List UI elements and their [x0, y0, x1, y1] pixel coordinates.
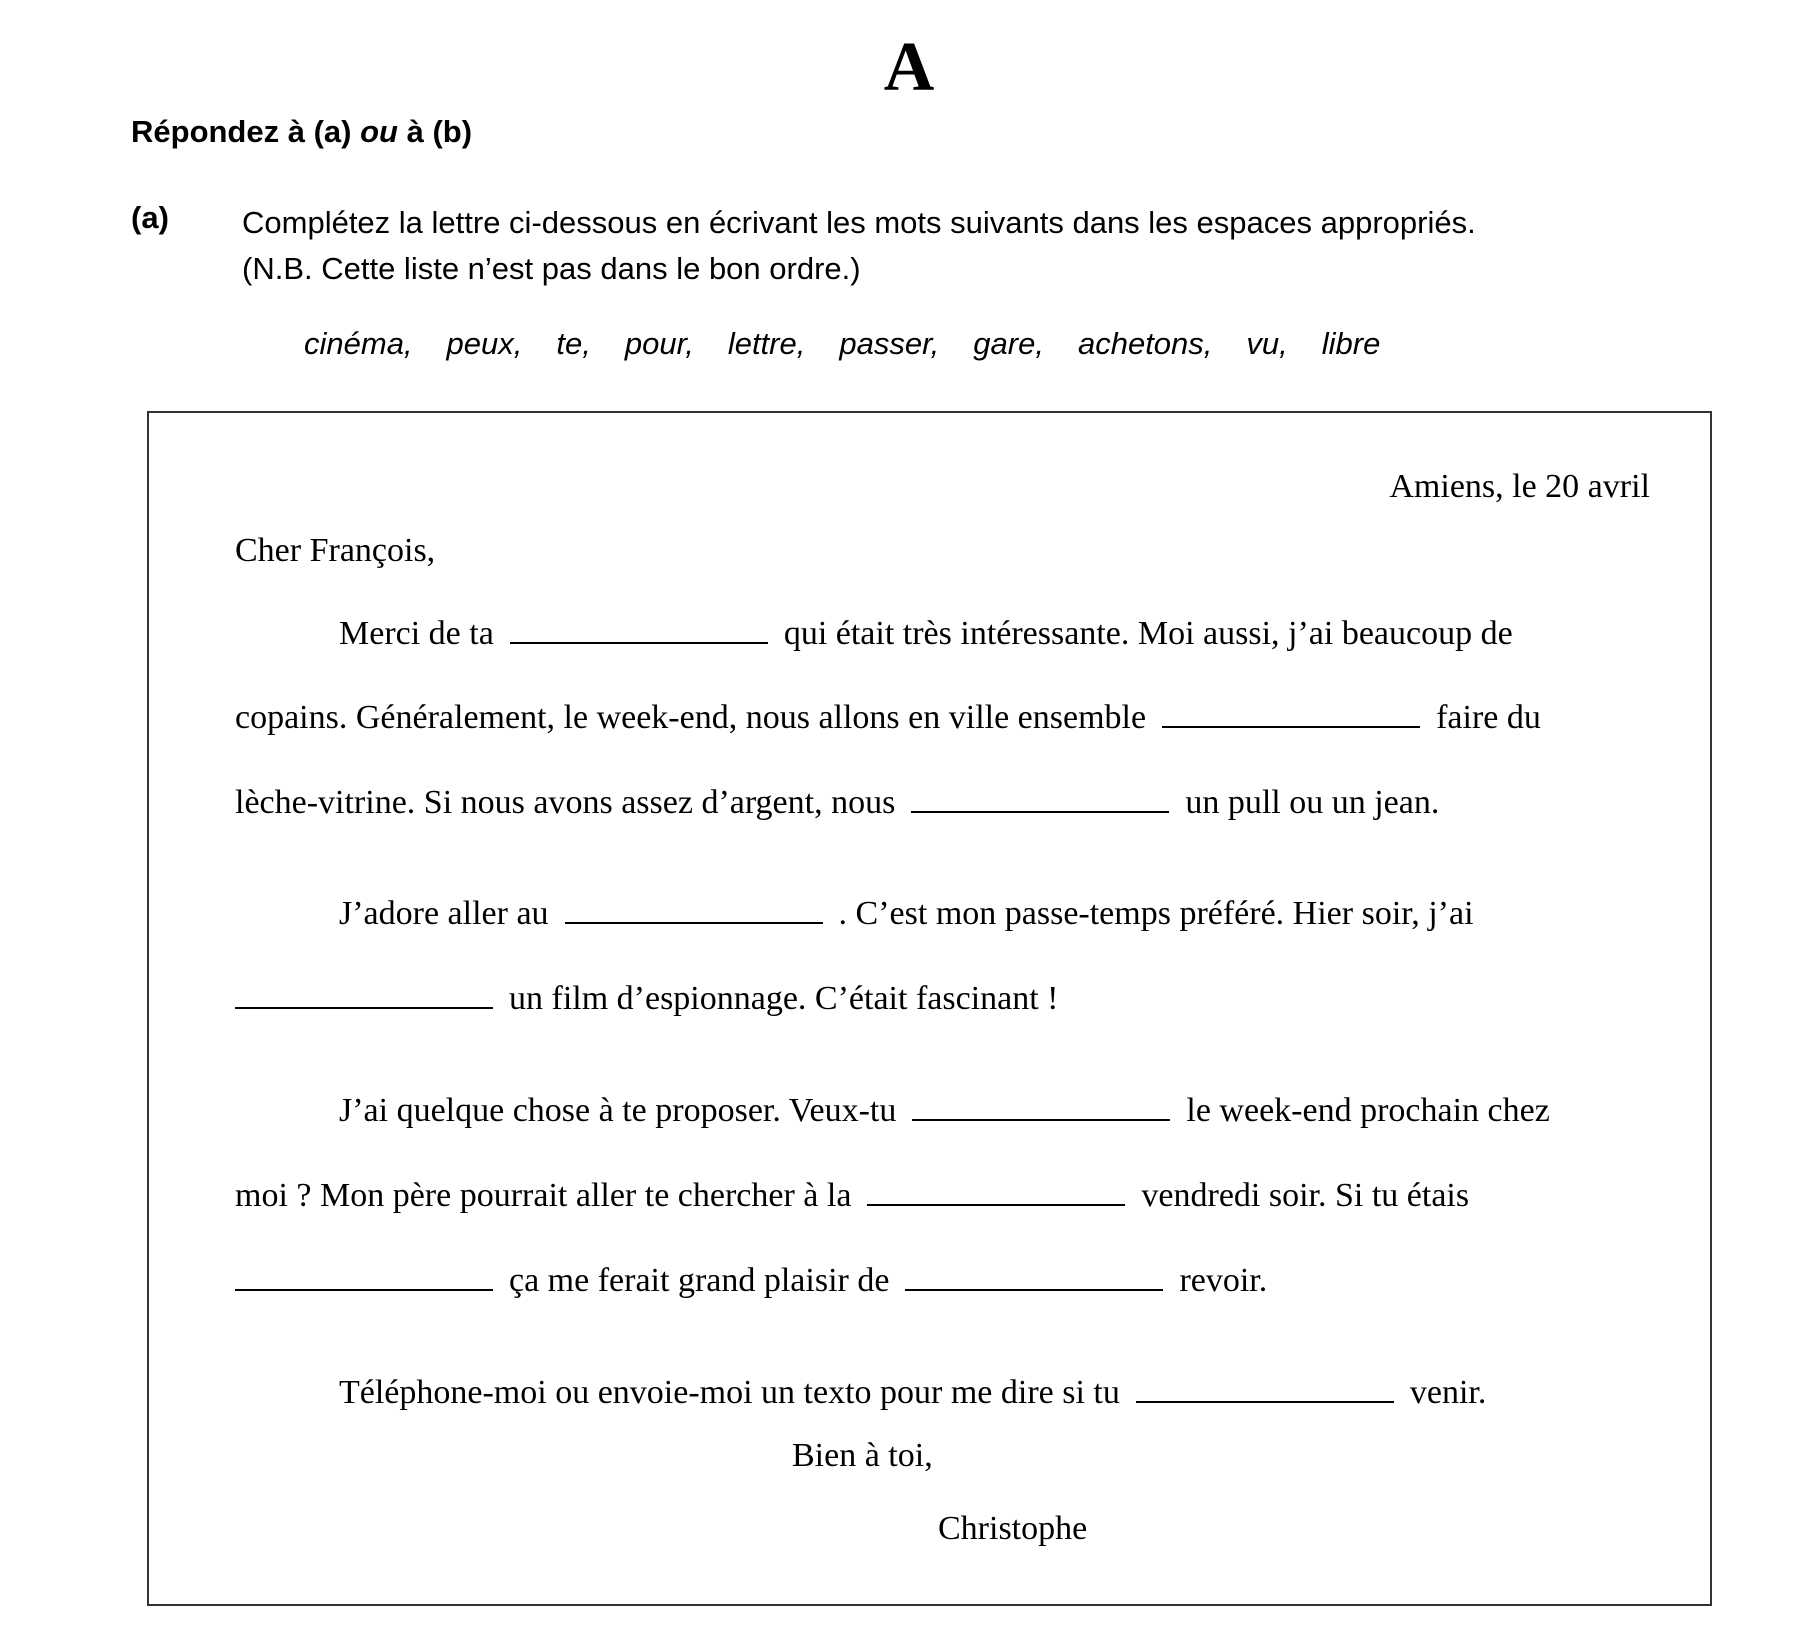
letter-line — [339, 1373, 1486, 1412]
word-bank-item: cinéma, — [304, 326, 413, 361]
word-bank-item: vu, — [1246, 326, 1288, 361]
blank-6[interactable] — [912, 1091, 1170, 1121]
word-bank-item: achetons, — [1077, 326, 1213, 361]
letter-text: un film d’espionnage. C’était fascinant ! — [509, 980, 1059, 1017]
letter-line — [235, 979, 1059, 1018]
letter-text: . C’est mon passe-temps préféré. Hier soir, j’ai — [838, 895, 1474, 932]
blank-10[interactable] — [1136, 1373, 1394, 1403]
section-title: A — [883, 29, 935, 106]
letter-text: vendredi soir. Si tu étais — [1141, 1177, 1470, 1214]
letter-text: Merci de ta — [339, 615, 494, 652]
blank-8[interactable] — [235, 1261, 493, 1291]
blank-9[interactable] — [905, 1261, 1163, 1291]
word-bank-item: pour, — [624, 326, 694, 361]
word-bank-item: passer, — [839, 326, 940, 361]
letter-closing: Bien à toi, — [792, 1437, 933, 1474]
letter-line — [339, 614, 1513, 653]
blank-5[interactable] — [235, 979, 493, 1009]
word-bank — [304, 326, 1414, 362]
letter-line — [339, 1091, 1550, 1130]
word-bank-item: te, — [556, 326, 591, 361]
letter-text: lèche-vitrine. Si nous avons assez d’argent, nous — [235, 784, 896, 821]
letter-line — [339, 894, 1474, 933]
letter-signature: Christophe — [938, 1510, 1088, 1547]
letter-date: Amiens, le 20 avril — [1389, 468, 1650, 505]
letter-text: qui était très intéressante. Moi aussi, j’ai beaucoup de — [783, 615, 1513, 652]
word-bank-item: libre — [1321, 326, 1381, 361]
letter-text: faire du — [1436, 699, 1541, 736]
letter-line — [235, 783, 1439, 822]
letter-line — [235, 698, 1541, 737]
letter-text: venir. — [1409, 1374, 1487, 1411]
instruction-prefix: Répondez à (a) — [131, 114, 352, 149]
letter-text: J’ai quelque chose à te proposer. Veux-tu — [339, 1092, 897, 1129]
letter-text: un pull ou un jean. — [1185, 784, 1440, 821]
letter-text: revoir. — [1179, 1262, 1268, 1299]
word-bank-item: lettre, — [727, 326, 806, 361]
letter-greeting: Cher François, — [235, 532, 436, 569]
letter-line — [235, 1261, 1267, 1300]
blank-7[interactable] — [867, 1176, 1125, 1206]
question-line-1: Complétez la lettre ci-dessous en écrivant les mots suivants dans les espaces appropriés. — [242, 205, 1476, 240]
word-bank-item: gare, — [973, 326, 1044, 361]
instruction — [131, 114, 472, 150]
letter-text: J’adore aller au — [339, 895, 549, 932]
blank-1[interactable] — [510, 614, 768, 644]
letter-text: le week-end prochain chez — [1186, 1092, 1550, 1129]
letter-text: moi ? Mon père pourrait aller te chercher à la — [235, 1177, 852, 1214]
blank-3[interactable] — [911, 783, 1169, 813]
letter-text: ça me ferait grand plaisir de — [509, 1262, 890, 1299]
blank-4[interactable] — [565, 894, 823, 924]
question-text — [242, 200, 1476, 292]
letter-text: copains. Généralement, le week-end, nous allons en ville ensemble — [235, 699, 1147, 736]
question-line-2: (N.B. Cette liste n’est pas dans le bon ordre.) — [242, 251, 861, 286]
letter-line — [235, 1176, 1469, 1215]
blank-2[interactable] — [1162, 698, 1420, 728]
instruction-suffix: à (b) — [406, 114, 473, 149]
letter-text: Téléphone-moi ou envoie-moi un texto pour me dire si tu — [339, 1374, 1120, 1411]
word-bank-item: peux, — [446, 326, 523, 361]
instruction-or: ou — [360, 114, 398, 149]
question-label: (a) — [131, 200, 169, 235]
